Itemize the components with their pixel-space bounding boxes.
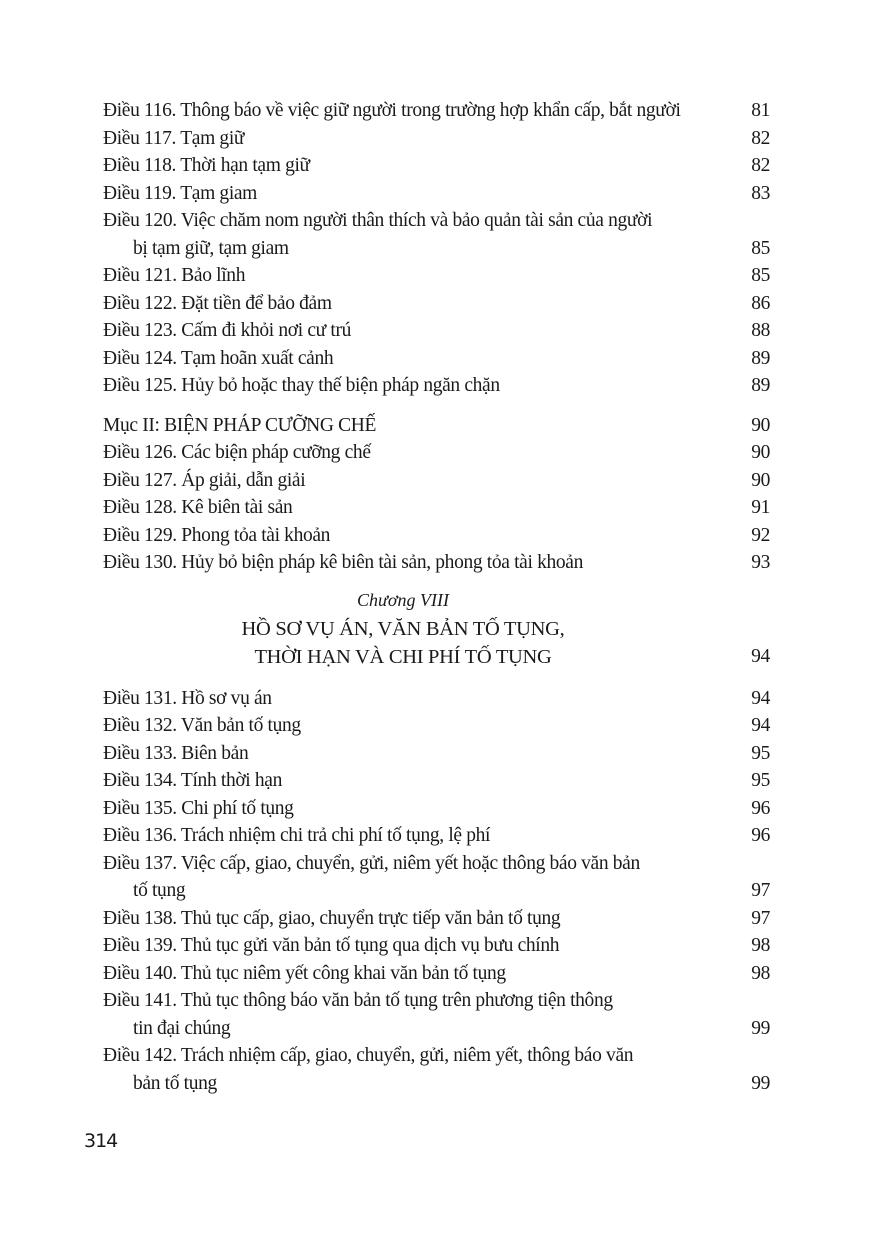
- toc-entry-title-line: Điều 134. Tính thời hạn: [103, 770, 283, 791]
- toc-entry: [103, 439, 770, 467]
- toc-section-1: [103, 97, 770, 400]
- toc-entry-title: [103, 467, 703, 495]
- chapter-heading: [103, 615, 770, 671]
- toc-entry-title-line: Điều 127. Áp giải, dẫn giải: [103, 469, 306, 491]
- toc-entry: [103, 345, 770, 373]
- toc-entry: [103, 262, 770, 290]
- toc-entry-page: 90: [751, 414, 770, 436]
- toc-entry-page: 82: [751, 155, 770, 176]
- toc-section-2: [103, 412, 770, 577]
- toc-entry-title: [103, 1042, 703, 1097]
- toc-entry-page: 97: [751, 907, 770, 929]
- toc-entry-title-line: Điều 125. Hủy bỏ hoặc thay thế biện pháp ngăn chặn: [103, 375, 500, 396]
- toc-entry-title-line: Điều 117. Tạm giữ: [103, 127, 245, 149]
- toc-entry-page: 98: [751, 935, 770, 956]
- toc-entry-page: 93: [751, 552, 770, 573]
- toc-entry-title-line: Điều 138. Thủ tục cấp, giao, chuyển trực tiếp văn bản tố tụng: [103, 907, 561, 929]
- toc-entry-page: 88: [751, 320, 770, 341]
- toc-entry: [103, 987, 770, 1042]
- toc-entry-title-line: Điều 139. Thủ tục gửi văn bản tố tụng qua dịch vụ bưu chính: [103, 935, 560, 956]
- toc-entry-page: 89: [751, 347, 770, 369]
- toc-entry-title: [103, 125, 703, 153]
- toc-entry-page: 99: [751, 1072, 770, 1094]
- toc-entry-title: [103, 740, 703, 768]
- toc-entry-page: 94: [751, 687, 770, 709]
- toc-entry-title-line: Điều 142. Trách nhiệm cấp, giao, chuyển, gửi, niêm yết, thông báo văn: [103, 1045, 634, 1066]
- toc-entry-page: 83: [751, 182, 770, 204]
- toc-entry: [103, 97, 770, 125]
- toc-entry-page: 98: [751, 962, 770, 984]
- table-of-contents: [103, 97, 770, 1097]
- toc-entry-page: 89: [751, 375, 770, 396]
- chapter-page: 94: [751, 645, 770, 667]
- toc-entry-title: [103, 767, 703, 795]
- toc-entry-title-line: Điều 126. Các biện pháp cưỡng chế: [103, 442, 371, 463]
- toc-entry-title: [103, 712, 703, 740]
- toc-entry-page: 95: [751, 742, 770, 764]
- toc-entry: [103, 822, 770, 850]
- toc-entry: [103, 152, 770, 180]
- toc-entry-title-line: Điều 132. Văn bản tố tụng: [103, 715, 301, 736]
- toc-entry-title-line: Điều 136. Trách nhiệm chi trả chi phí tố tụng, lệ phí: [103, 825, 491, 846]
- toc-entry: [103, 1042, 770, 1097]
- toc-entry-title-line: Điều 135. Chi phí tố tụng: [103, 797, 294, 819]
- toc-entry: [103, 522, 770, 550]
- toc-entry: [103, 685, 770, 713]
- toc-entry-page: 90: [751, 469, 770, 491]
- toc-entry: [103, 180, 770, 208]
- toc-entry-title-continuation: bản tố tụng: [133, 1072, 217, 1094]
- toc-entry: [103, 317, 770, 345]
- toc-entry-title: [103, 290, 703, 318]
- toc-entry-title-continuation: bị tạm giữ, tạm giam: [133, 237, 289, 259]
- toc-entry: [103, 795, 770, 823]
- toc-entry-page: 99: [751, 1017, 770, 1039]
- toc-entry-page: 97: [751, 880, 770, 901]
- toc-entry-title: [103, 795, 703, 823]
- toc-entry-title: [103, 180, 703, 208]
- toc-entry-title: [103, 960, 703, 988]
- toc-entry-title: [103, 412, 703, 440]
- toc-entry-title: [103, 207, 703, 262]
- toc-entry-title: [103, 522, 703, 550]
- toc-entry-title: [103, 905, 703, 933]
- toc-entry: [103, 207, 770, 262]
- toc-entry-title: [103, 372, 703, 400]
- toc-entry-title-line: Điều 123. Cấm đi khỏi nơi cư trú: [103, 320, 351, 341]
- chapter-label: Chương VIII: [357, 589, 449, 610]
- chapter-title: [103, 615, 703, 671]
- toc-entry-title: [103, 932, 703, 960]
- toc-entry-page: 81: [751, 100, 770, 121]
- toc-entry-title: [103, 345, 703, 373]
- toc-entry: [103, 740, 770, 768]
- toc-entry-title-line: Điều 129. Phong tỏa tài khoản: [103, 524, 331, 546]
- toc-entry-page: 85: [751, 237, 770, 259]
- toc-entry-title-continuation: tin đại chúng: [133, 1017, 231, 1039]
- toc-entry-title: [103, 262, 703, 290]
- toc-entry: [103, 412, 770, 440]
- toc-entry-page: 95: [751, 770, 770, 791]
- toc-entry: [103, 905, 770, 933]
- toc-entry-page: 91: [751, 497, 770, 518]
- toc-entry: [103, 290, 770, 318]
- toc-entry-page: 94: [751, 715, 770, 736]
- toc-entry-page: 85: [751, 265, 770, 286]
- toc-entry-page: 86: [751, 292, 770, 314]
- toc-entry-title-line: Điều 118. Thời hạn tạm giữ: [103, 155, 310, 176]
- toc-entry: [103, 850, 770, 905]
- toc-entry-page: 90: [751, 442, 770, 463]
- toc-entry: [103, 712, 770, 740]
- toc-entry-title: [103, 850, 703, 905]
- toc-entry-title-line: Điều 140. Thủ tục niêm yết công khai văn bản tố tụng: [103, 962, 506, 984]
- toc-entry-title-line: Điều 128. Kê biên tài sản: [103, 497, 293, 518]
- toc-entry-title: [103, 987, 703, 1042]
- toc-entry-title-line: Điều 130. Hủy bỏ biện pháp kê biên tài sản, phong tỏa tài khoản: [103, 552, 583, 573]
- toc-entry-title-line: Mục II: BIỆN PHÁP CƯỠNG CHẾ: [103, 414, 377, 436]
- toc-entry-title: [103, 685, 703, 713]
- toc-entry-title-line: Điều 124. Tạm hoãn xuất cảnh: [103, 347, 334, 369]
- toc-entry-title: [103, 317, 703, 345]
- toc-entry: [103, 767, 770, 795]
- toc-entry-title-line: Điều 141. Thủ tục thông báo văn bản tố tụng trên phương tiện thông: [103, 990, 613, 1011]
- toc-entry: [103, 372, 770, 400]
- toc-entry-title-line: Điều 122. Đặt tiền để bảo đảm: [103, 292, 332, 314]
- toc-entry-title-continuation: tố tụng: [133, 880, 186, 901]
- toc-entry-title-line: Điều 131. Hồ sơ vụ án: [103, 687, 272, 709]
- toc-entry-title: [103, 494, 703, 522]
- toc-entry-title: [103, 822, 703, 850]
- chapter-title-line-2: THỜI HẠN VÀ CHI PHÍ TỐ TỤNG: [254, 645, 552, 668]
- toc-entry-title-line: Điều 120. Việc chăm nom người thân thích và bảo quản tài sản của người: [103, 210, 653, 231]
- toc-entry: [103, 549, 770, 577]
- toc-entry-title-line: Điều 133. Biên bản: [103, 742, 249, 764]
- toc-entry: [103, 467, 770, 495]
- toc-entry-title-line: Điều 137. Việc cấp, giao, chuyển, gửi, niêm yết hoặc thông báo văn bản: [103, 852, 640, 874]
- toc-entry: [103, 960, 770, 988]
- toc-entry: [103, 932, 770, 960]
- toc-entry-title: [103, 97, 703, 125]
- toc-entry: [103, 494, 770, 522]
- toc-section-3: [103, 685, 770, 1098]
- toc-entry: [103, 125, 770, 153]
- toc-entry-page: 96: [751, 797, 770, 819]
- toc-entry-title-line: Điều 116. Thông báo về việc giữ người trong trường hợp khẩn cấp, bắt người: [103, 100, 681, 121]
- toc-entry-page: 92: [751, 524, 770, 546]
- chapter-title-line-1: HỒ SƠ VỤ ÁN, VĂN BẢN TỐ TỤNG,: [241, 617, 565, 640]
- page-number: 314: [84, 1130, 118, 1152]
- toc-entry-title-line: Điều 121. Bảo lĩnh: [103, 265, 246, 286]
- toc-entry-title: [103, 152, 703, 180]
- toc-entry-title: [103, 549, 703, 577]
- toc-entry-page: 82: [751, 127, 770, 149]
- toc-entry-title-line: Điều 119. Tạm giam: [103, 182, 258, 204]
- toc-entry-title: [103, 439, 703, 467]
- toc-entry-page: 96: [751, 825, 770, 846]
